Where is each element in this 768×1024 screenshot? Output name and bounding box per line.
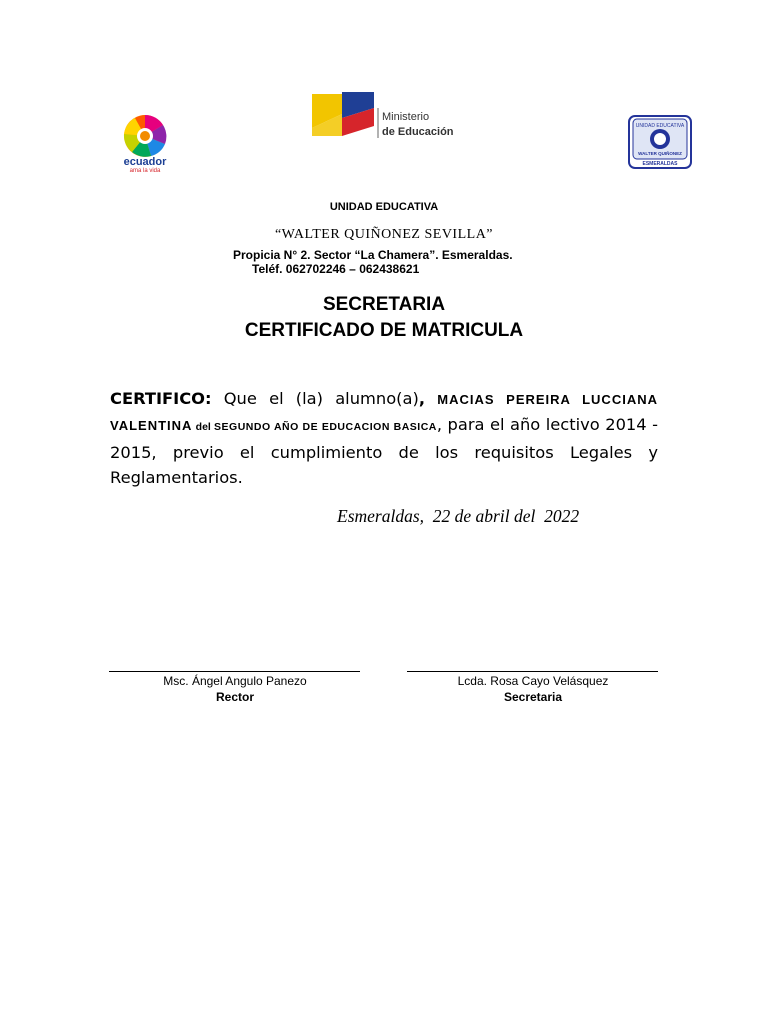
secretaria-role: Secretaria: [503, 690, 563, 704]
school-crest-logo: [628, 115, 692, 169]
office-title: SECRETARIA: [322, 294, 446, 315]
student-grade: SEGUNDO AÑO DE EDUCACION BASICA: [214, 421, 437, 433]
ecuador-logo-word: ecuador: [123, 156, 167, 168]
school-crest-arc: UNIDAD EDUCATIVA: [635, 123, 685, 129]
ministerio-line2: de Educación: [382, 126, 454, 138]
school-name: “WALTER QUIÑONEZ SEVILLA”: [274, 227, 494, 242]
school-address: Propicia N° 2. Sector “La Chamera”. Esmeraldas.: [233, 248, 513, 262]
rector-role: Rector: [215, 690, 254, 704]
rector-name: Msc. Ángel Angulo Panezo: [163, 674, 307, 688]
certificate-del: del: [192, 421, 215, 433]
institution-type: UNIDAD EDUCATIVA: [329, 201, 439, 213]
certifico-lead: CERTIFICO:: [110, 389, 212, 408]
document-title: CERTIFICADO DE MATRICULA: [244, 320, 524, 341]
school-phone: Teléf. 062702246 – 062438621: [252, 262, 420, 276]
school-crest-city: ESMERALDAS: [642, 161, 678, 167]
ministerio-line1: Ministerio: [382, 111, 430, 123]
certificate-rest: , para el año lectivo 2014 - 2015, previo el cumplimiento de los requisitos Legales y Reglamentarios.: [110, 415, 658, 487]
ministerio-educacion-logo: [308, 88, 468, 144]
certificate-intro: Que el (la) alumno(a): [211, 389, 419, 408]
certificate-comma: ,: [418, 389, 426, 408]
signature-line-rector: [109, 671, 360, 672]
issue-date: Esmeraldas, 22 de abril del 2022: [337, 506, 580, 526]
school-crest-ribbon: WALTER QUIÑONEZ: [638, 151, 682, 156]
ecuador-ama-la-vida-logo: [105, 110, 185, 174]
signature-line-secretaria: [407, 671, 658, 672]
certificate-body: [110, 386, 658, 490]
ecuador-logo-tagline: ama la vida: [129, 168, 161, 174]
secretaria-name: Lcda. Rosa Cayo Velásquez: [457, 674, 609, 688]
student-name: MACIAS PEREIRA LUCCIANA VALENTINA: [110, 392, 658, 433]
